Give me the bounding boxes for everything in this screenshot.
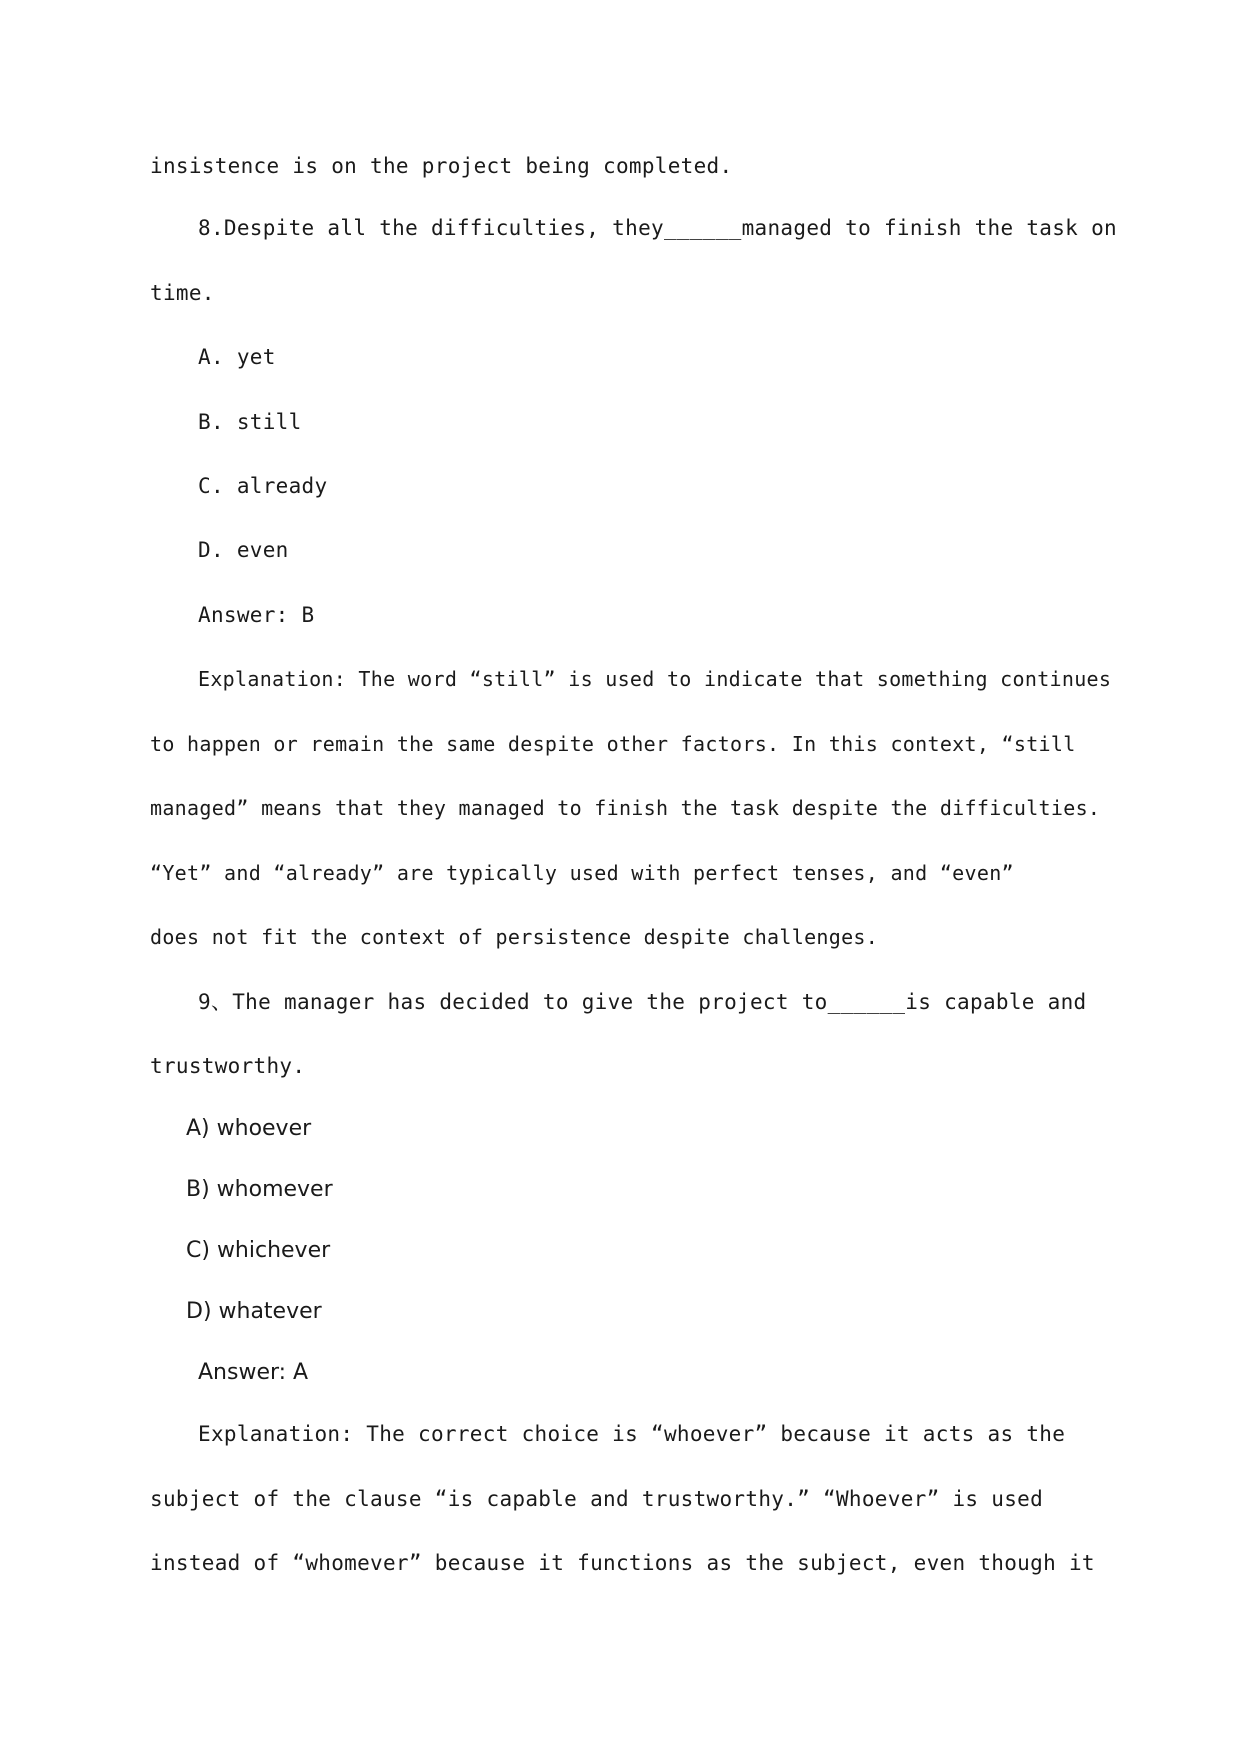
explanation-8-line-4: “Yet” and “already” are typically used with perfect tenses, and “even” bbox=[150, 861, 1014, 885]
explanation-8-line-5: does not fit the context of persistence despite challenges. bbox=[150, 925, 879, 949]
option-a: A. yet bbox=[198, 345, 276, 369]
option-a: A) whoever bbox=[186, 1116, 312, 1141]
explanation-8-line-1: Explanation: The word “still” is used to indicate that something continues bbox=[198, 667, 1112, 691]
question-9-text-cont: trustworthy. bbox=[150, 1054, 306, 1078]
option-b: B) whomever bbox=[186, 1177, 333, 1202]
explanation-9-line-1: Explanation: The correct choice is “whoever” because it acts as the bbox=[198, 1422, 1066, 1446]
answer-9: Answer: A bbox=[198, 1360, 309, 1385]
option-d: D. even bbox=[198, 538, 289, 562]
question-8-text-cont: time. bbox=[150, 281, 215, 305]
question-9-text: 9、The manager has decided to give the project to______is capable and bbox=[198, 990, 1087, 1014]
question-8-text: 8.Despite all the difficulties, they______managed to finish the task on bbox=[198, 216, 1117, 240]
explanation-8-line-3: managed” means that they managed to finish the task despite the difficulties. bbox=[150, 796, 1101, 820]
text-line-continuation: insistence is on the project being completed. bbox=[150, 154, 733, 178]
explanation-8-line-2: to happen or remain the same despite other factors. In this context, “still bbox=[150, 732, 1076, 756]
option-c: C) whichever bbox=[186, 1238, 331, 1263]
option-b: B. still bbox=[198, 410, 302, 434]
explanation-9-line-3: instead of “whomever” because it functions as the subject, even though it bbox=[150, 1551, 1095, 1575]
option-d: D) whatever bbox=[186, 1299, 322, 1324]
explanation-9-line-2: subject of the clause “is capable and trustworthy.” “Whoever” is used bbox=[150, 1487, 1044, 1511]
option-c: C. already bbox=[198, 474, 328, 498]
answer-8: Answer: B bbox=[198, 603, 315, 627]
